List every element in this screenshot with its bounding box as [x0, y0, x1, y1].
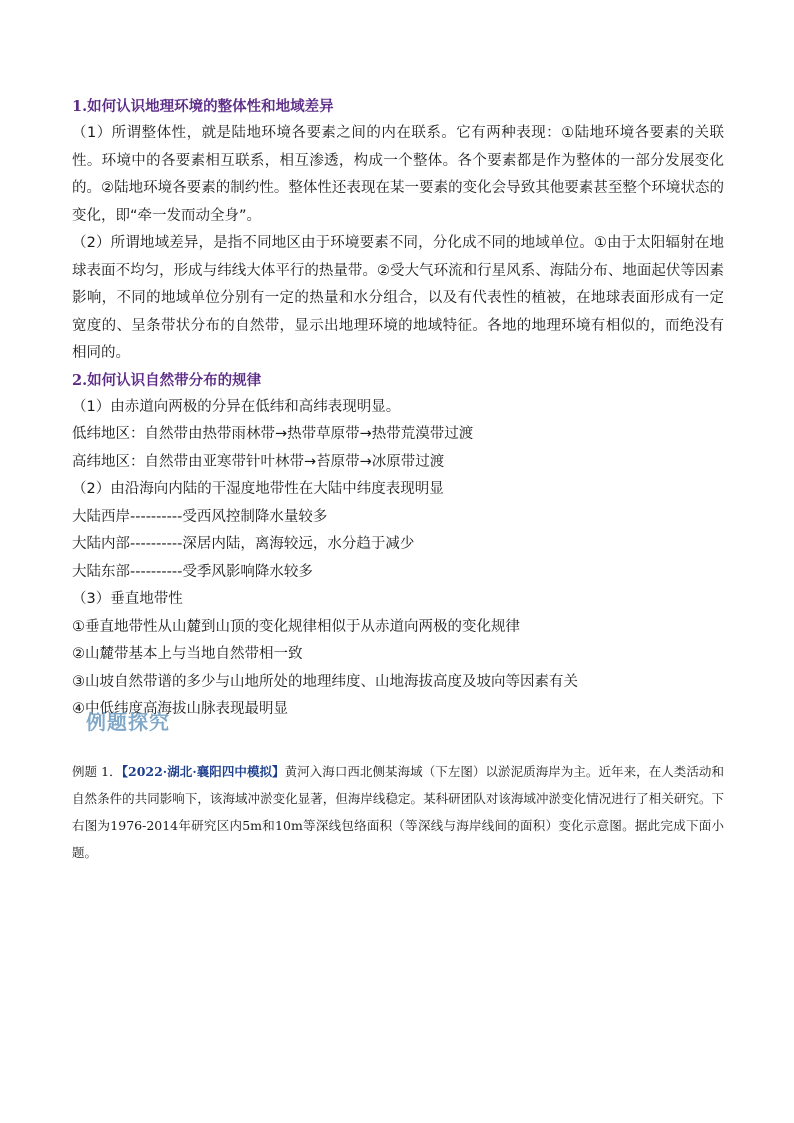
- section1-para2: （2）所谓地域差异，是指不同地区由于环境要素不同，分化成不同的地域单位。①由于太阳辐射在地球表面不均匀，形成与纬线大体平行的热量带。②受大气环流和行星风系、海陆分布、地面起伏等因素影响，不同的地域单位分别有一定的热量和水分组合，以及有代表性的植被，在地球表面形成有一定宽度的、呈条带状分布的自然带，显示出地理环境的地域特征。各地的地理环境有相似的，而绝没有相同的。: [72, 235, 724, 361]
- section2-heading: 2.如何认识自然带分布的规律: [72, 371, 262, 389]
- section2-line: （1）由赤道向两极的分异在低纬和高纬表现明显。: [72, 398, 401, 415]
- section2-line: ③山坡自然带谱的多少与山地所处的地理纬度、山地海拔高度及坡向等因素有关: [72, 673, 578, 690]
- section1-heading: 1.如何认识地理环境的整体性和地域差异: [72, 98, 334, 115]
- section2-line: 大陆内部----------深居内陆，离海较远，水分趋于减少: [72, 536, 415, 552]
- section2-line: （2）由沿海向内陆的干湿度地带性在大陆中纬度表现明显: [72, 481, 444, 497]
- main-content: [72, 94, 724, 724]
- section2-line: ④中低纬度高海拔山脉表现最明显: [72, 701, 288, 717]
- example-question: [72, 758, 724, 866]
- section2-line: （3）垂直地带性: [72, 591, 183, 607]
- section2-line: 高纬地区：自然带由亚寒带针叶林带→苔原带→冰原带过渡: [72, 453, 445, 470]
- example-source: 【2022·湖北·襄阳四中模拟】: [121, 764, 285, 779]
- section2-line: 低纬地区：自然带由热带雨林带→热带草原带→热带荒漠带过渡: [72, 426, 474, 442]
- section2-line: 大陆西岸----------受西风控制降水量较多: [72, 508, 328, 525]
- section2-line: 大陆东部----------受季风影响降水较多: [72, 563, 313, 580]
- example-body: 黄河入海口西北侧某海域（下左图）以淤泥质海岸为主。近年来，在人类活动和自然条件的共同影响下，该海域冲淤变化显著，但海岸线稳定。某科研团队对该海域冲淤变化情况进行了相关研究。下右图为1976-2014年研究区内5m和10m等深线包络面积（等深线与海岸线间的面积）变化示意图。据此完成下面小题。: [72, 764, 724, 860]
- section2-line: ②山麓带基本上与当地自然带相一致: [72, 646, 303, 662]
- example-prefix: 例题 1．: [72, 764, 122, 779]
- example-section-title: 例题探究: [86, 710, 170, 734]
- section2-line: ①垂直地带性从山麓到山顶的变化规律相似于从赤道向两极的变化规律: [72, 618, 520, 635]
- section1-para1: （1）所谓整体性，就是陆地环境各要素之间的内在联系。它有两种表现：①陆地环境各要素的关联性。环境中的各要素相互联系，相互渗透，构成一个整体。各个要素都是作为整体的一部分发展变化的。②陆地环境各要素的制约性。整体性还表现在某一要素的变化会导致其他要素甚至整个环境状态的变化，即“牵一发而动全身”。: [72, 125, 724, 224]
